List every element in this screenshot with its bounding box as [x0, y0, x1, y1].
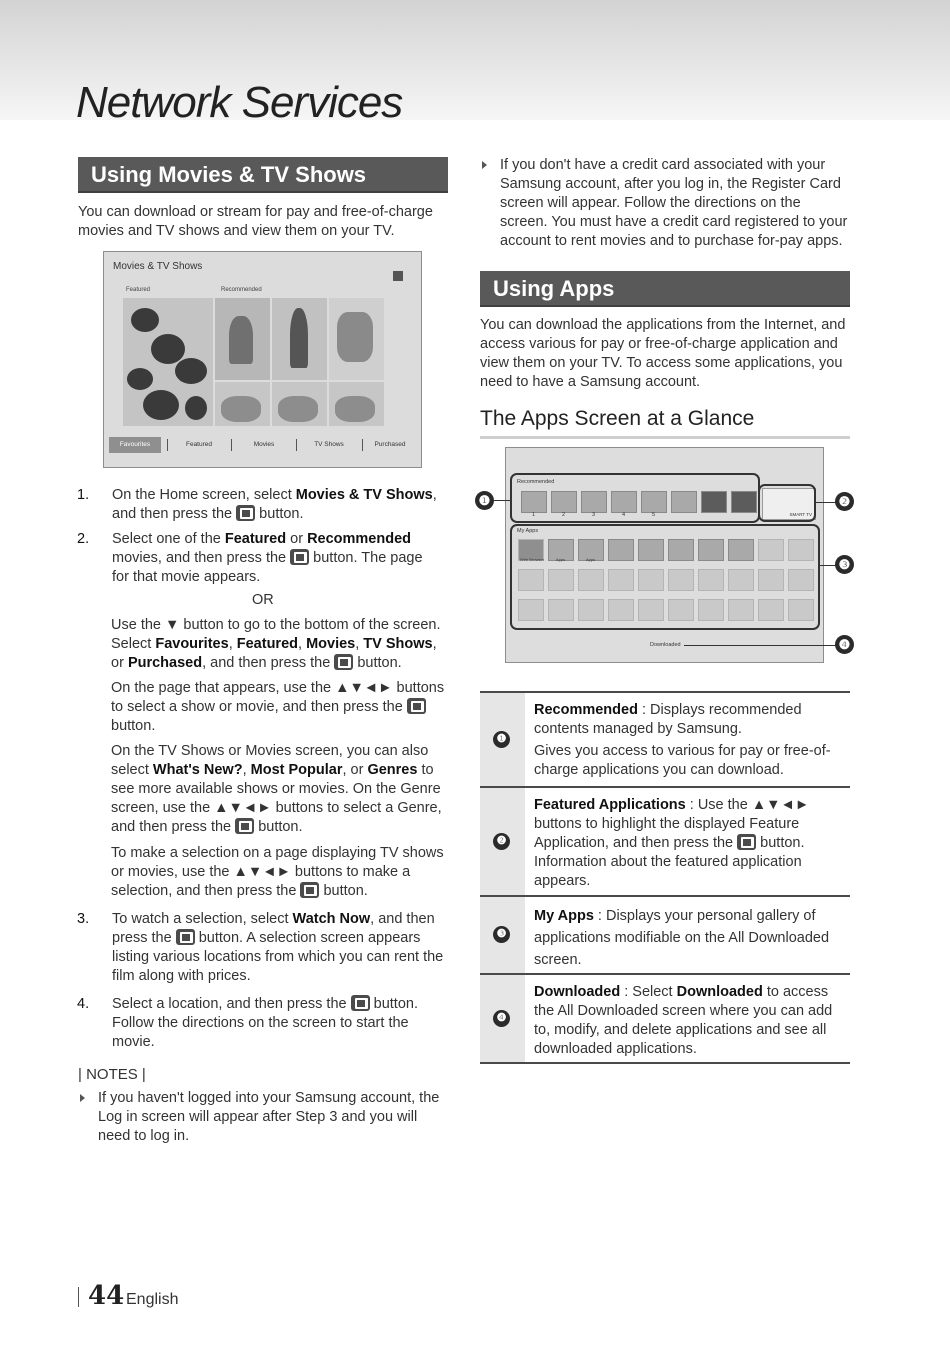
tab-favourites[interactable]: Favourites	[109, 437, 161, 453]
featured-outline	[758, 484, 816, 522]
step-4: 4. Select a location, and then press the button. Follow the directions on the screen to start the movie.	[77, 996, 418, 1050]
step-number: 2.	[77, 531, 90, 547]
enter-button-icon	[407, 698, 426, 714]
tab-purchased[interactable]: Purchased	[374, 441, 406, 448]
step-2-genres: On the TV Shows or Movies screen, you can also select What's New?, Most Popular, or Genres to see more available shows or movies. On the Genre screen, use the ▲▼◄► buttons to select a Genre, and then press the button.	[111, 743, 442, 835]
step-3: 3. To watch a selection, select Watch Now, and then press the button. A selection screen appears listing various locations from which you can rent the film along with prices.	[77, 911, 444, 984]
step-number: 3.	[77, 911, 90, 927]
apps-recommended-label: Recommended	[517, 479, 555, 485]
recommended-tile	[215, 382, 270, 426]
account-icon	[393, 271, 403, 281]
recommended-tile	[215, 298, 270, 380]
step-2-selection: To make a selection on a page displaying TV shows or movies, use the ▲▼◄► buttons to make a selection, and then press the button.	[111, 845, 444, 899]
apps-intro: You can download the applications from the Internet, and access various for pay or free-of-charge application and view them on your TV. To access some applications, you need to have a Samsung account.	[480, 317, 846, 390]
enter-button-icon	[290, 549, 309, 565]
callout-2-icon: ❷	[493, 833, 510, 850]
callout-1-icon: ❶	[493, 731, 510, 748]
recommended-outline	[510, 473, 760, 523]
section-heading-text: Using Movies & TV Shows	[91, 162, 367, 187]
my-apps-label: My Apps	[517, 528, 539, 534]
recommended-tile	[272, 382, 327, 426]
featured-app-banner: SMART TV	[762, 488, 816, 520]
table-row: ❷ Featured Applications : Use the ▲▼◄► buttons to highlight the displayed Feature Application, and then press the button. Information about the featured application appears.	[480, 786, 850, 895]
callout-3-icon: ❸	[493, 926, 510, 943]
step-2-alt: Use the ▼ button to go to the bottom of the screen. Select Favourites, Featured, Movies, TV Shows, or Purchased, and then press the button.	[111, 617, 441, 671]
enter-button-icon	[235, 818, 254, 834]
page-number: 44	[88, 1281, 125, 1311]
step-number: 1.	[77, 487, 90, 503]
callout-1-icon: ❶	[475, 491, 494, 510]
enter-button-icon	[737, 834, 756, 850]
tab-featured[interactable]: Featured	[185, 441, 213, 448]
step-2: 2. Select one of the Featured or Recommended movies, and then press the button. The page for that movie appears.	[77, 531, 423, 585]
enter-button-icon	[236, 505, 255, 521]
note-login: If you haven't logged into your Samsung account, the Log in screen will appear after Step 3 and you will need to log in.	[98, 1089, 450, 1146]
my-apps-outline	[510, 524, 820, 630]
recommended-tile	[329, 298, 384, 380]
page-language: English	[126, 1291, 179, 1308]
recommended-label: Recommended	[221, 287, 262, 293]
glance-heading	[480, 407, 850, 439]
featured-tile	[123, 298, 213, 426]
movies-screenshot	[103, 251, 422, 468]
table-row: ❸ My Apps : Displays your personal gallery of applications modifiable on the All Downloaded screen.	[480, 895, 850, 973]
callout-4-icon: ❹	[835, 635, 854, 654]
table-row: ❹ Downloaded : Select Downloaded to access the All Downloaded screen where you can add to, modify, and delete applications and see all downloaded applications.	[480, 973, 850, 1064]
step-1: 1. On the Home screen, select Movies & TV Shows, and then press the button.	[77, 487, 437, 522]
section-heading-text: Using Apps	[493, 276, 615, 301]
or-label: OR	[252, 592, 274, 608]
table-row: ❶ Recommended : Displays recommended contents managed by Samsung. Gives you access to various for pay or free-of-charge applications you can download.	[480, 691, 850, 786]
tab-movies[interactable]: Movies	[253, 441, 275, 448]
page-title: Network Services	[76, 78, 403, 127]
enter-button-icon	[176, 929, 195, 945]
notes-label: | NOTES |	[78, 1066, 146, 1083]
callout-3-icon: ❸	[835, 555, 854, 574]
movies-intro: You can download or stream for pay and free-of-charge movies and TV shows and view them on your TV.	[78, 204, 433, 239]
step-2-page: On the page that appears, use the ▲▼◄► buttons to select a show or movie, and then press the button.	[111, 680, 445, 734]
enter-button-icon	[300, 882, 319, 898]
screenshot-title: Movies & TV Shows	[113, 261, 203, 272]
apps-legend-table	[480, 691, 850, 1064]
section-heading-movies	[78, 157, 448, 193]
glance-heading-text: The Apps Screen at a Glance	[480, 407, 755, 430]
callout-4-icon: ❹	[493, 1010, 510, 1027]
featured-label: Featured	[126, 287, 151, 293]
enter-button-icon	[334, 654, 353, 670]
recommended-tile	[272, 298, 327, 380]
enter-button-icon	[351, 995, 370, 1011]
callout-2-icon: ❷	[835, 492, 854, 511]
downloaded-label: Downloaded	[650, 642, 681, 648]
note-credit-card: If you don't have a credit card associated with your Samsung account, after you log in, the Register Card screen will appear. Follow the directions on the screen. You must have a credit card registered to your account to rent movies and to purchase for-pay apps.	[500, 156, 852, 251]
tab-tv-shows[interactable]: TV Shows	[314, 441, 344, 448]
apps-screenshot: Recommended 1 2 3 4 5 SMART TV My Apps Web Browser Apps Apps Downloaded	[505, 447, 824, 663]
footer-divider	[78, 1287, 79, 1307]
recommended-tile	[329, 382, 384, 426]
step-number: 4.	[77, 996, 90, 1012]
category-tab-bar	[109, 437, 416, 453]
section-heading-apps	[480, 271, 850, 307]
